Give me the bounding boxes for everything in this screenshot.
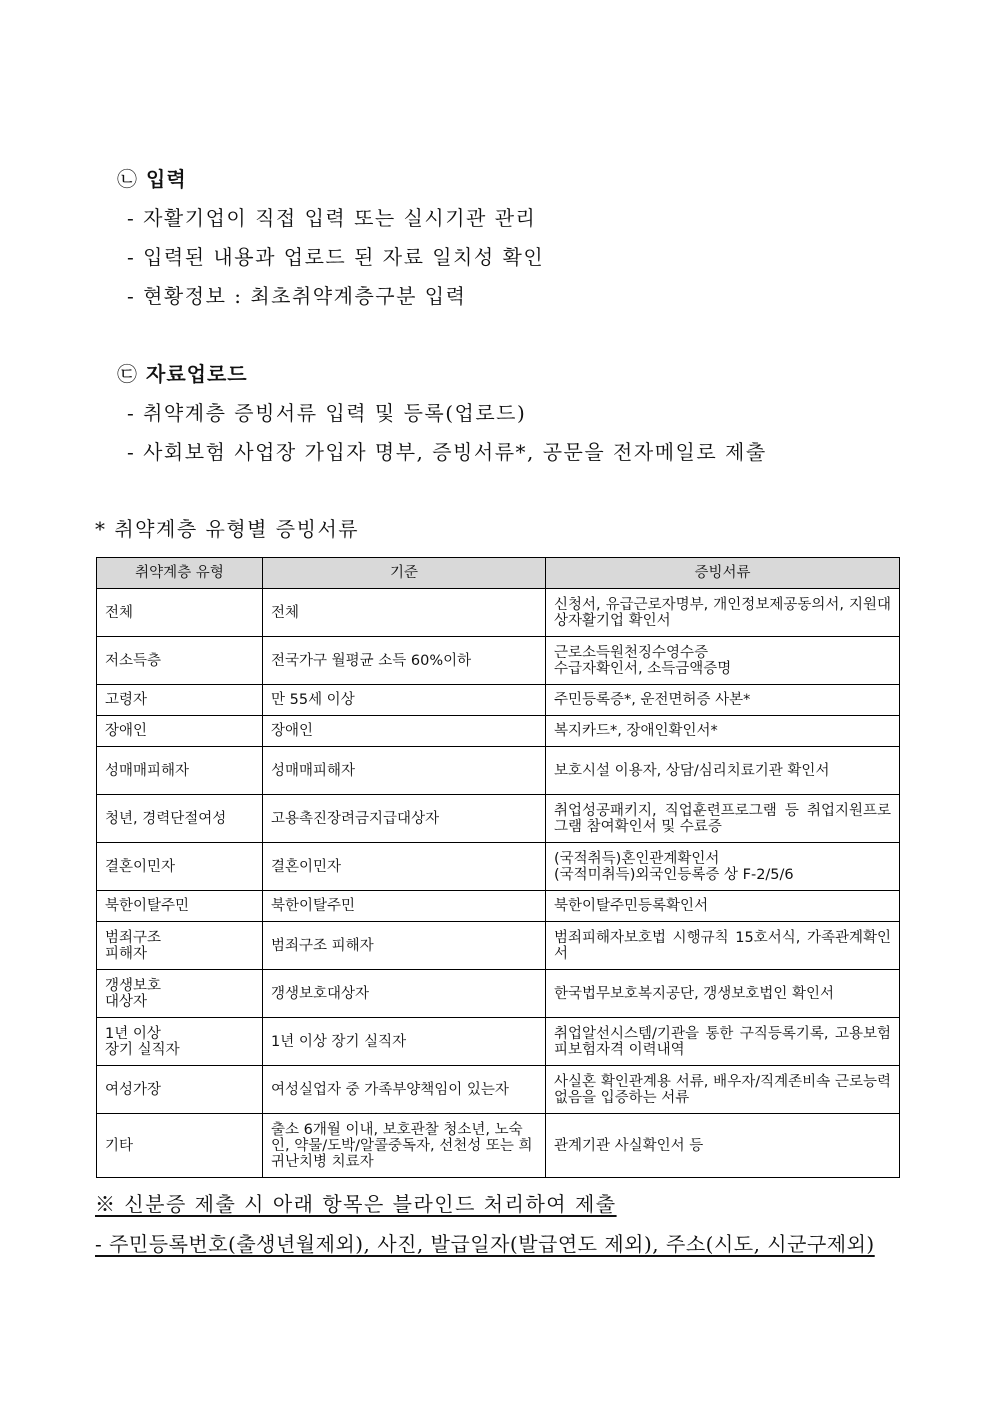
evidence-document-table [96, 557, 900, 1178]
cell-documents: 취업성공패키지, 직업훈련프로그램 등 취업지원프로그램 참여확인서 및 수료증 [546, 795, 900, 843]
cell-criteria: 여성실업자 중 가족부양책임이 있는자 [263, 1066, 546, 1114]
column-header-type: 취약계층 유형 [97, 558, 263, 589]
table-body [97, 589, 900, 1178]
cell-criteria: 출소 6개월 이내, 보호관찰 청소년, 노숙인, 약물/도박/알콜중독자, 선천성 또는 희귀난치병 치료자 [263, 1114, 546, 1178]
cell-criteria: 1년 이상 장기 실직자 [263, 1018, 546, 1066]
cell-type: 기타 [97, 1114, 263, 1178]
table-row [97, 685, 900, 716]
cell-documents: 사실혼 확인관계용 서류, 배우자/직계존비속 근로능력없음을 입증하는 서류 [546, 1066, 900, 1114]
cell-type: 고령자 [97, 685, 263, 716]
cell-documents: 신청서, 유급근로자명부, 개인정보제공동의서, 지원대상자활기업 확인서 [546, 589, 900, 637]
table-row [97, 795, 900, 843]
cell-criteria: 결혼이민자 [263, 843, 546, 891]
table-row [97, 747, 900, 795]
table-row [97, 843, 900, 891]
column-header-criteria: 기준 [263, 558, 546, 589]
cell-type: 1년 이상 장기 실직자 [97, 1018, 263, 1066]
section-title-upload [117, 358, 248, 387]
cell-type: 저소득층 [97, 637, 263, 685]
section-title-text: 입력 [146, 167, 187, 191]
table-row [97, 589, 900, 637]
cell-documents: (국적취득)혼인관계확인서 (국적미취득)외국인등록증 상 F-2/5/6 [546, 843, 900, 891]
bullet-item: - 사회보험 사업장 가입자 명부, 증빙서류*, 공문을 전자메일로 제출 [127, 440, 767, 464]
bullet-item: - 자활기업이 직접 입력 또는 실시기관 관리 [127, 206, 537, 230]
blind-notice: ※ 신분증 제출 시 아래 항목은 블라인드 처리하여 제출 [95, 1192, 617, 1216]
cell-documents: 복지카드*, 장애인확인서* [546, 716, 900, 747]
cell-type: 여성가장 [97, 1066, 263, 1114]
cell-criteria: 성매매피해자 [263, 747, 546, 795]
table-row [97, 970, 900, 1018]
bullet-item: - 현황정보 : 최초취약계층구분 입력 [127, 284, 467, 308]
cell-criteria: 북한이탈주민 [263, 891, 546, 922]
cell-type: 전체 [97, 589, 263, 637]
cell-type: 장애인 [97, 716, 263, 747]
cell-criteria: 갱생보호대상자 [263, 970, 546, 1018]
table-note: * 취약계층 유형별 증빙서류 [95, 517, 360, 541]
cell-type: 북한이탈주민 [97, 891, 263, 922]
cell-documents: 북한이탈주민등록확인서 [546, 891, 900, 922]
cell-type: 청년, 경력단절여성 [97, 795, 263, 843]
table-row [97, 716, 900, 747]
cell-type: 결혼이민자 [97, 843, 263, 891]
column-header-documents: 증빙서류 [546, 558, 900, 589]
blind-items: - 주민등록번호(출생년월제외), 사진, 발급일자(발급연도 제외), 주소(시도, 시군구제외) [95, 1232, 875, 1256]
table-row [97, 1018, 900, 1066]
cell-documents: 취업알선시스템/기관을 통한 구직등록기록, 고용보험 피보험자격 이력내역 [546, 1018, 900, 1066]
cell-type: 갱생보호 대상자 [97, 970, 263, 1018]
cell-criteria: 만 55세 이상 [263, 685, 546, 716]
table-row [97, 1066, 900, 1114]
section-title-input [117, 163, 187, 192]
cell-documents: 보호시설 이용자, 상담/심리치료기관 확인서 [546, 747, 900, 795]
cell-criteria: 범죄구조 피해자 [263, 922, 546, 970]
cell-criteria: 장애인 [263, 716, 546, 747]
bullet-item: - 취약계층 증빙서류 입력 및 등록(업로드) [127, 401, 527, 425]
cell-criteria: 전체 [263, 589, 546, 637]
cell-criteria: 전국가구 월평균 소득 60%이하 [263, 637, 546, 685]
table-header-row [97, 558, 900, 589]
table-row [97, 637, 900, 685]
cell-documents: 관계기관 사실확인서 등 [546, 1114, 900, 1178]
cell-criteria: 고용촉진장려금지급대상자 [263, 795, 546, 843]
cell-type: 성매매피해자 [97, 747, 263, 795]
table-row [97, 891, 900, 922]
cell-type: 범죄구조 피해자 [97, 922, 263, 970]
section-title-text: 자료업로드 [146, 362, 248, 386]
cell-documents: 주민등록증*, 운전면허증 사본* [546, 685, 900, 716]
cell-documents: 범죄피해자보호법 시행규칙 15호서식, 가족관계확인서 [546, 922, 900, 970]
table-row [97, 1114, 900, 1178]
cell-documents: 한국법무보호복지공단, 갱생보호법인 확인서 [546, 970, 900, 1018]
table-row [97, 922, 900, 970]
section-mark: ㉡ [117, 167, 138, 191]
bullet-item: - 입력된 내용과 업로드 된 자료 일치성 확인 [127, 245, 545, 269]
section-mark: ㉢ [117, 362, 138, 386]
cell-documents: 근로소득원천징수영수증 수급자확인서, 소득금액증명 [546, 637, 900, 685]
